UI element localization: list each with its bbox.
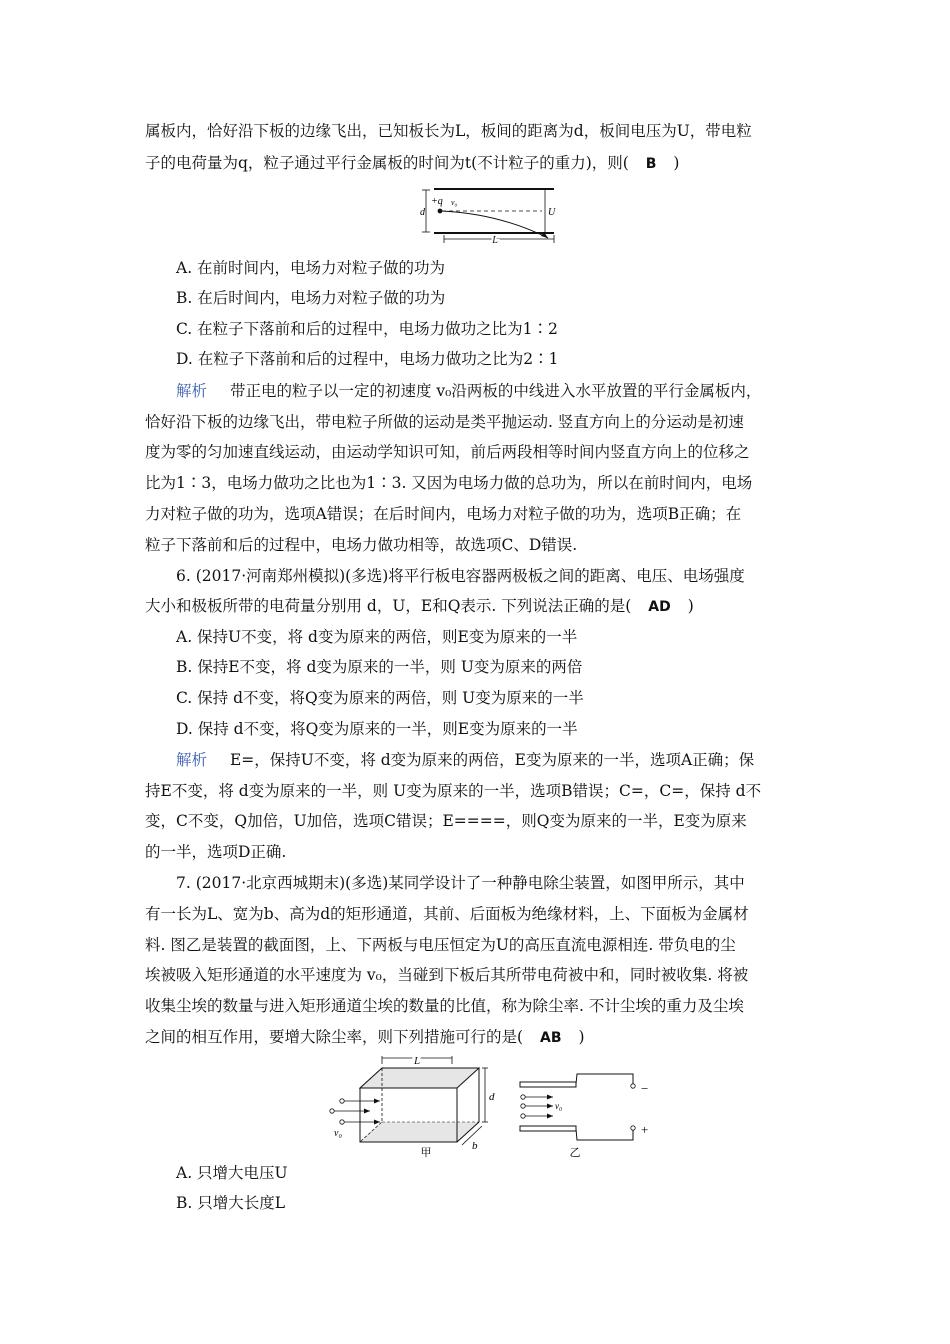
q5-option-d: D. 在粒子下落前和后的过程中，电场力做功之比为2∶1	[176, 350, 559, 368]
q6-jiexi-line-3: 变，C不变，Q加倍，U加倍，选项C错误；E====，则Q变为原来的一半，E变为原来	[145, 812, 747, 830]
q5-option-a: A. 在前时间内，电场力对粒子做的功为	[176, 259, 446, 277]
particle-dot	[438, 209, 443, 214]
fig5-v0-label: v₀	[451, 198, 458, 207]
q5-jiexi-line-2: 恰好沿下板的边缘飞出，带电粒子所做的运动是类平抛运动. 竖直方向上的分运动是初速	[145, 413, 744, 431]
q6-option-b: B. 保持E不变，将 d变为原来的一半，则 U变为原来的两倍	[176, 658, 583, 676]
q6-stem-line-1: 6. (2017·河南郑州模拟)(多选)将平行板电容器两极板之间的距离、电压、电场强度	[176, 567, 745, 585]
q7-stem-line-6: 之间的相互作用，要增大除尘率，则下列措施可行的是( AB )	[145, 1028, 585, 1046]
q5-option-c: C. 在粒子下落前和后的过程中，电场力做功之比为1∶2	[176, 320, 558, 338]
fig7-yi-v0: v₀	[555, 1101, 563, 1111]
q6-jiexi-label: 解析	[176, 751, 208, 769]
q6-stem-line-2: 大小和极板所带的电荷量分别用 d，U，E和Q表示. 下列说法正确的是( AD )	[145, 597, 694, 615]
q5-stem-line-1: 属板内，恰好沿下板的边缘飞出，已知板长为L，板间的距离为d，板间电压为U，带电粒	[145, 122, 752, 140]
q7-answer: AB	[540, 1030, 562, 1046]
q5-jiexi-line-4: 比为1∶3，电场力做功之比也为1∶3. 又因为电场力做的总功为，所以在前时间内，电场	[145, 474, 753, 492]
fig5-l-label: L	[492, 235, 498, 246]
q6-jiexi-line-4: 的一半，选项D正确.	[145, 843, 287, 861]
q6-answer: AD	[648, 599, 671, 615]
q6-option-d: D. 保持 d不变，将Q变为原来的一半，则E变为原来的一半	[176, 720, 578, 738]
fig5-d-label: d	[420, 207, 425, 218]
q6-jiexi-line-2: 持E不变，将 d变为原来的一半，则 U变为原来的一半，选项B错误；C=，C=，保持 d不	[145, 782, 762, 800]
fig5-u-label: U	[548, 207, 556, 218]
q5-jiexi-line-3: 度为零的匀加速直线运动，由运动学知识可知，前后两段相等时间内竖直方向上的位移之	[145, 443, 750, 461]
q7-stem-line-4: 埃被吸入矩形通道的水平速度为 v₀，当碰到下板后其所带电荷被中和，同时被收集. 将被	[145, 966, 749, 984]
q7-stem-line-3: 料. 图乙是装置的截面图，上、下两板与电压恒定为U的高压直流电源相连. 带负电的尘	[145, 936, 736, 954]
q7-stem-line-1: 7. (2017·北京西城期末)(多选)某同学设计了一种静电除尘装置，如图甲所示，其中	[176, 874, 745, 892]
q5-close-paren: )	[673, 154, 680, 172]
fig7-plus-terminal: +	[641, 1122, 649, 1137]
q6-jiexi-line-1: 解析 E=，保持U不变，将 d变为原来的两倍，E变为原来的一半，选项A正确；保	[176, 751, 755, 769]
fig5-charge-label: +q	[431, 196, 443, 207]
q5-stem-line-2	[145, 153, 810, 174]
q7-stem-line-2: 有一长为L、宽为b、高为d的矩形通道，其前、后面板为绝缘材料，上、下面板为金属材	[145, 905, 749, 923]
fig7-d-label: d	[489, 1091, 495, 1103]
q5-parallel-plate-figure	[420, 186, 560, 246]
q6-option-c: C. 保持 d不变，将Q变为原来的两倍，则 U变为原来的一半	[176, 689, 584, 707]
fig7-yi-caption: 乙	[569, 1147, 581, 1158]
q7-figure-yi	[515, 1072, 665, 1158]
q7-option-a: A. 只增大电压U	[176, 1164, 288, 1182]
q7-figure-jia	[322, 1056, 502, 1158]
fig7-minus-terminal: −	[641, 1081, 649, 1096]
fig7-b-label: b	[472, 1140, 478, 1152]
fig7-jia-v0: v₀	[334, 1128, 342, 1139]
q5-jiexi-line-6: 粒子下落前和后的过程中，电场力做功相等，故选项C、D错误.	[145, 536, 578, 554]
q5-stem-text: 子的电荷量为q，粒子通过平行金属板的时间为t(不计粒子的重力)，则(	[145, 154, 629, 172]
q5-jiexi-line-5: 力对粒子做的功为，选项A错误；在后时间内，电场力对粒子做的功为，选项B正确；在	[145, 505, 742, 523]
q6-option-a: A. 保持U不变，将 d变为原来的两倍，则E变为原来的一半	[176, 628, 578, 646]
q7-option-b: B. 只增大长度L	[176, 1194, 286, 1212]
q5-answer: B	[645, 156, 657, 172]
q5-jiexi-line-1: 解析 带正电的粒子以一定的初速度 v₀沿两板的中线进入水平放置的平行金属板内，	[176, 382, 762, 400]
q5-jiexi-label: 解析	[176, 382, 208, 400]
fig7-jia-caption: 甲	[420, 1147, 432, 1158]
q5-option-b: B. 在后时间内，电场力对粒子做的功为	[176, 289, 446, 307]
fig7-l-label: L	[413, 1056, 421, 1067]
q7-stem-line-5: 收集尘埃的数量与进入矩形通道尘埃的数量的比值，称为除尘率. 不计尘埃的重力及尘埃	[145, 997, 744, 1015]
